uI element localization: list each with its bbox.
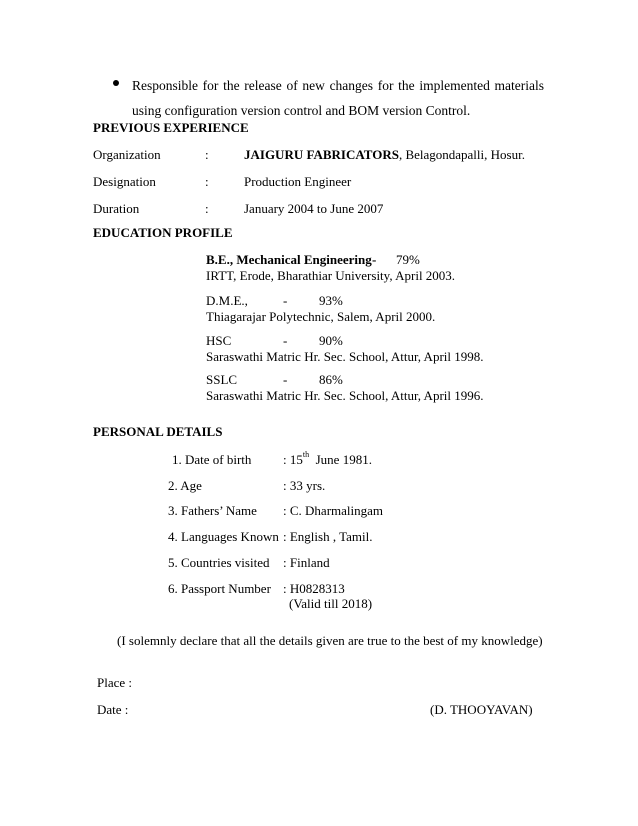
education-degree: HSC [206,333,232,348]
organization-name: JAIGURU FABRICATORS [244,147,399,162]
education-institution: Thiagarajar Polytechnic, Salem, April 2000. [206,309,436,324]
signature-name: (D. THOOYAVAN) [430,702,533,717]
duration-sep: : [205,201,209,216]
organization-location: , Belagondapalli, Hosur. [398,147,525,162]
education-degree: SSLC [206,372,238,387]
responsibility-text: Responsible for the release of new changes for the implemented materials using configuration version control and BOM version Control. [132,78,544,118]
bullet-icon [113,80,119,86]
education-score: 79% [396,252,420,267]
duration-value: January 2004 to June 2007 [244,201,384,216]
languages-label: 4. Languages Known [168,529,279,544]
education-dash: - [283,333,288,348]
education-degree: B.E., Mechanical Engineering [206,252,372,267]
personal-details-heading: PERSONAL DETAILS [93,424,223,439]
education-dash: - [283,293,288,308]
dob-value [283,452,372,468]
education-degree: D.M.E., [206,293,248,308]
dob-month-year: June 1981. [315,452,372,467]
designation-label: Designation [93,174,156,189]
education-dash: - [372,252,377,267]
age-label: 2. Age [168,478,202,493]
education-institution: Saraswathi Matric Hr. Sec. School, Attur, April 1998. [206,349,484,364]
duration-label: Duration [93,201,140,216]
place-label: Place : [97,675,133,690]
passport-label: 6. Passport Number [168,581,271,596]
education-dash: - [283,372,288,387]
fathers-name-value: : C. Dharmalingam [283,503,384,518]
education-institution: IRTT, Erode, Bharathiar University, April 2003. [206,268,456,283]
age-value: : 33 yrs. [283,478,326,493]
education-institution: Saraswathi Matric Hr. Sec. School, Attur, April 1996. [206,388,484,403]
previous-experience-heading: PREVIOUS EXPERIENCE [93,120,249,135]
education-score: 90% [319,333,343,348]
designation-sep: : [205,174,209,189]
date-label: Date : [97,702,129,717]
declaration-text: (I solemnly declare that all the details given are true to the best of my knowledge) [117,633,543,648]
education-score: 93% [319,293,343,308]
education-score: 86% [319,372,343,387]
designation-value: Production Engineer [244,174,352,189]
passport-value: : H0828313 [283,581,345,596]
dob-day: : 15 [283,452,303,467]
organization-sep: : [205,147,209,162]
organization-label: Organization [93,147,161,162]
passport-validity: (Valid till 2018) [289,596,373,611]
education-heading: EDUCATION PROFILE [93,225,233,240]
dob-ordinal: th [302,450,310,459]
countries-label: 5. Countries visited [168,555,270,570]
languages-value: : English , Tamil. [283,529,373,544]
dob-label: 1. Date of birth [172,452,252,467]
countries-value: : Finland [283,555,330,570]
organization-value [244,147,525,163]
fathers-name-label: 3. Fathers’ Name [168,503,257,518]
